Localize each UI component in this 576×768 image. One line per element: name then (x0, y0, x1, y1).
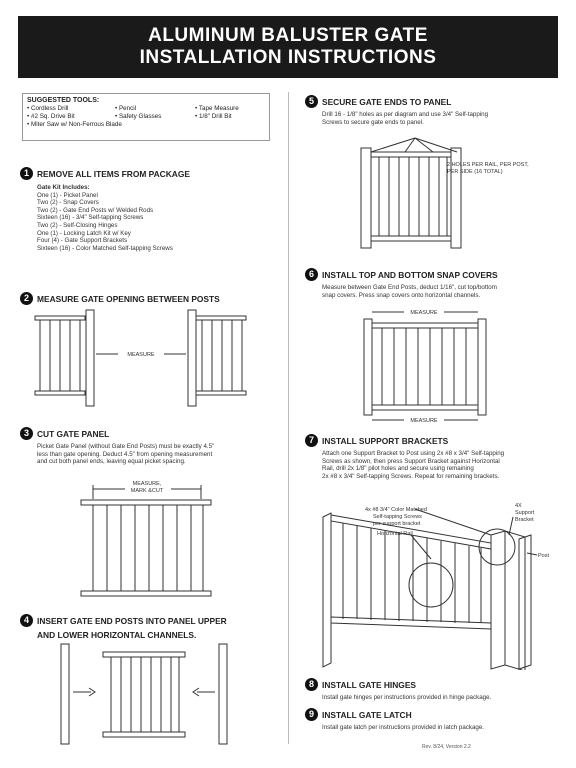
cut-panel-diagram (75, 475, 215, 605)
kit-item: Sixteen (16) - 3/4" Self-tapping Screws (37, 214, 144, 222)
screws-callout-1: 4x #8 3/4" Color Matched (365, 507, 427, 513)
step-number: 8 (305, 678, 318, 691)
holes-note-2: PER SIDE (16 TOTAL) (447, 169, 503, 175)
screws-callout-2: Self-tapping Screws (373, 514, 422, 520)
step-number: 5 (305, 95, 318, 108)
tool-item: • #2 Sq. Drive Bit (27, 113, 75, 120)
step-text: Picket Gate Panel (without Gate End Posts) must be exactly 4.5" (37, 443, 215, 450)
step-number: 2 (20, 292, 33, 305)
step-9 (305, 706, 560, 732)
step-number: 1 (20, 167, 33, 180)
tools-title: SUGGESTED TOOLS: (27, 97, 100, 104)
kit-item: Four (4) - Gate Support Brackets (37, 237, 128, 245)
step-text: and cut both panel ends, leaving equal picket spacing. (37, 458, 186, 466)
step-text: Install gate latch per instructions provided in latch package. (322, 724, 484, 731)
measure-opening-diagram (30, 306, 250, 412)
kit-item: Two (2) - Self-Closing Hinges (37, 221, 118, 229)
rail-callout: Horizontal Rail (377, 531, 413, 537)
title-line-2: INSTALLATION INSTRUCTIONS (139, 47, 437, 68)
title-banner (18, 16, 558, 78)
step-text: Attach one Support Bracket to Post using 2x #8 x 3/4" Self-tapping (322, 450, 505, 457)
step-title: INSTALL SUPPORT BRACKETS (322, 435, 449, 446)
kit-item: Two (2) - Gate End Posts w/ Welded Rods (37, 206, 154, 214)
bracket-callout-2: Support (515, 510, 535, 516)
snap-covers-diagram (360, 305, 500, 427)
kit-title: Gate Kit Includes: (37, 184, 90, 191)
tool-item: • Tape Measure (195, 105, 239, 112)
step-text: snap covers. Press snap covers onto horizontal channels. (322, 291, 481, 299)
insert-posts-diagram (55, 640, 235, 750)
secure-ends-diagram (355, 128, 555, 260)
step-text: Drill 16 - 1/8" holes as per diagram and use 3/4" Self-tapping (322, 111, 489, 118)
kit-item: Two (2) - Snap Covers (37, 199, 99, 207)
step-title: SECURE GATE ENDS TO PANEL (322, 96, 452, 107)
step-text: Rail, drill 2x 1/8" pilot holes and secure using remaining (322, 465, 474, 473)
kit-item: One (1) - Picket Panel (37, 191, 98, 199)
step-number: 9 (305, 708, 318, 721)
measure-bottom-label: MEASURE (410, 418, 438, 424)
bracket-callout-3: Bracket (515, 517, 534, 523)
step-title: INSTALL TOP AND BOTTOM SNAP COVERS (322, 269, 498, 280)
step-title: INSERT GATE END POSTS INTO PANEL UPPER (37, 615, 227, 626)
step-title-line-2: AND LOWER HORIZONTAL CHANNELS. (37, 630, 197, 640)
support-brackets-diagram (315, 495, 560, 670)
kit-item: Sixteen (16) - Color Matched Self-tapping Screws (37, 244, 173, 252)
step-5 (305, 93, 560, 126)
measure-mark-label-2: MARK &CUT (130, 488, 164, 494)
step-title: REMOVE ALL ITEMS FROM PACKAGE (37, 168, 190, 179)
step-title: INSTALL GATE HINGES (322, 679, 416, 690)
post-callout: Post (538, 553, 550, 559)
step-3 (20, 425, 282, 466)
step-title: INSTALL GATE LATCH (322, 709, 412, 720)
bracket-callout-1: 4X (515, 503, 522, 509)
step-1 (20, 165, 282, 252)
suggested-tools-box (22, 93, 270, 141)
step-title: CUT GATE PANEL (37, 428, 110, 439)
step-text: Screws to secure gate ends to panel. (322, 118, 424, 126)
measure-mark-label-1: MEASURE, (132, 481, 162, 487)
step-number: 4 (20, 614, 33, 627)
step-title: MEASURE GATE OPENING BETWEEN POSTS (37, 293, 220, 304)
tool-item: • Cordless Drill (27, 105, 69, 112)
step-text: Measure between Gate End Posts, deduct 1/16", cut top/bottom (322, 284, 497, 291)
step-6 (305, 266, 560, 299)
step-7 (305, 432, 560, 480)
step-text: Install gate hinges per instructions provided in hinge package. (322, 694, 492, 701)
step-number: 7 (305, 434, 318, 447)
step-number: 3 (20, 427, 33, 440)
tool-item: • Pencil (115, 105, 137, 112)
step-8 (305, 676, 560, 702)
tool-item: • 1/8" Drill Bit (195, 113, 232, 120)
title-line-1: ALUMINUM BALUSTER GATE (148, 25, 428, 46)
step-text: less than gate opening. Deduct 4.5" from opening measurement (37, 450, 213, 458)
step-4 (20, 612, 282, 640)
holes-note-1: 2 HOLES PER RAIL, PER POST, (447, 162, 529, 168)
tool-item: • Safety Glasses (115, 113, 162, 120)
kit-item: One (1) - Locking Latch Kit w/ Key (37, 229, 131, 237)
step-number: 6 (305, 268, 318, 281)
measure-top-label: MEASURE (410, 310, 438, 316)
step-text: Screws as shown, then press Support Bracket against Horizontal (322, 457, 500, 465)
tool-item: • Miter Saw w/ Non-Ferrous Blade (27, 121, 122, 128)
revision-note: Rev. 8/24, Version 2.2 (422, 744, 471, 750)
column-divider (288, 92, 289, 744)
step-text: 2x #8 x 3/4" Self-tapping Screws. Repeat for remaining brackets. (322, 472, 500, 480)
screws-callout-3: per support bracket (373, 521, 421, 527)
measure-label: MEASURE (127, 352, 155, 358)
